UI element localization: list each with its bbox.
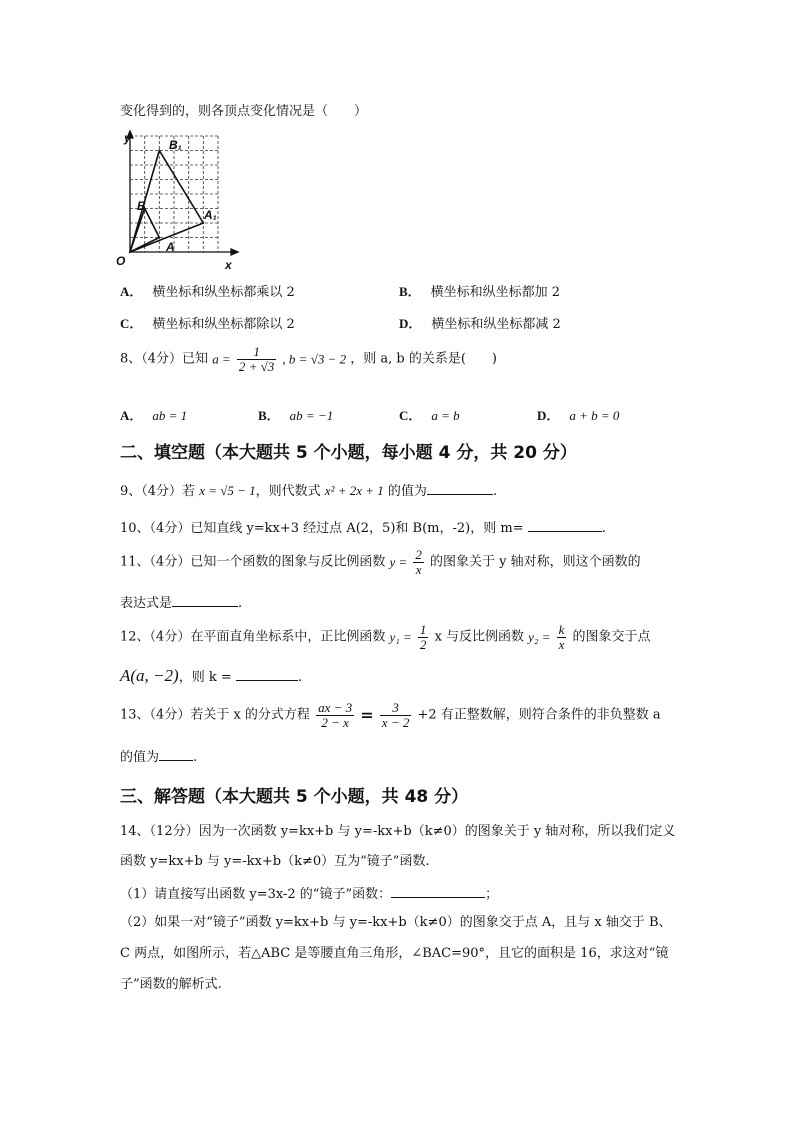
label-b1: B₁ [169,138,182,152]
q14-part2-line2: C 两点，如图所示，若△ABC 是等腰直角三角形，∠BAC=90°，且它的面积是 16，求这对“镜 [120,946,669,961]
q7-option-a: A． 横坐标和纵坐标都乘以 2 [120,284,295,300]
q10-answer-blank[interactable] [528,518,602,532]
q13-line1: 13、（4分）若关于 x 的分式方程 $\frac{ax - 3}{2 - x}$ = $\frac{3}{x - 2}$ +2 有正整数解，则符合条件的非负整数 a [120,700,661,730]
q13-line2: 的值为 . [120,747,197,767]
q13-fraction-1: $\frac{ax - 3}{2 - x}$ [318,700,353,730]
q14-line1: 14、（12分）因为一次函数 y=kx+b 与 y=-kx+b（k≠0）的图象关于 y 轴对称，所以我们定义 [120,824,676,839]
q14-part1-answer-blank[interactable] [391,884,485,898]
label-a: A [166,240,175,254]
q7-figure [112,130,242,272]
q12-line2: A(a, −2)，则 k = . [120,666,303,685]
q8-line: 8、（4分）已知 a = $\frac{1}{2 + √3}$ , b = √3 − 2 ，则 a, b 的关系是( ) [120,344,497,374]
q14-part2-line3: 子”函数的解析式. [120,977,222,992]
q8-option-d: D． a + b = 0 [537,408,620,423]
label-y: y [124,131,131,145]
q14-line2: 函数 y=kx+b 与 y=-kx+b（k≠0）互为“镜子”函数. [120,854,430,869]
q9-line: 9、（4分）若 x = √5 − 1，则代数式 x² + 2x + 1 的值为 . [120,483,498,499]
section-3-heading: 三、解答题（本大题共 5 个小题，共 48 分） [120,787,469,807]
q12-fraction-2: $\frac{k}{x}$ [558,622,565,652]
x-axis-arrow-icon [231,249,238,255]
q8-fraction: $\frac{1}{2 + √3}$ [238,344,275,374]
q14-part1: （1）请直接写出函数 y=3x-2 的“镜子”函数： ； [120,884,498,904]
axes [127,131,238,255]
q7-option-d: D． 横坐标和纵坐标都减 2 [399,316,561,332]
label-a1: A₁ [204,208,217,222]
label-b: B [137,199,146,213]
q7-option-c: C． 横坐标和纵坐标都除以 2 [120,316,295,332]
q14-part2-line1: （2）如果一对“镜子”函数 y=kx+b 与 y=-kx+b（k≠0）的图象交于点 A，且与 x 轴交于 B、 [120,915,672,930]
q8-option-b: B． ab = −1 [258,408,334,423]
q7-stem: 变化得到的，则各顶点变化情况是（ ） [120,104,368,119]
q12-answer-blank[interactable] [236,667,298,681]
label-o: O [116,254,126,268]
q8-option-a: A． ab = 1 [120,408,188,423]
section-2-heading: 二、填空题（本大题共 5 个小题，每小题 4 分，共 20 分） [120,443,577,463]
q13-fraction-2: $\frac{3}{x - 2}$ [381,700,410,730]
q13-answer-blank[interactable] [159,747,193,761]
q11-fraction: $\frac{2}{x}$ [415,547,422,577]
q12-fraction-1: $\frac{1}{2}$ [419,622,427,652]
q10-line: 10、（4分）已知直线 y=kx+3 经过点 A(2，5)和 B(m，-2)，则 m= . [120,518,606,538]
q8-option-c: C． a = b [399,408,460,423]
q11-line2: 表达式是 . [120,593,242,613]
label-x: x [225,258,232,272]
q11-answer-blank[interactable] [172,593,238,607]
q12-line1: 12、（4分）在平面直角坐标系中，正比例函数 y₁ = $\frac{1}{2}$ x 与反比例函数 y₂ = $\frac{k}{x}$ 的图象交于点 [120,622,651,652]
q11-line1: 11、（4分）已知一个函数的图象与反比例函数 y = $\frac{2}{x}$ 的图象关于 y 轴对称，则这个函数的 [120,547,641,577]
q9-answer-blank[interactable] [427,481,493,495]
q7-option-b: B． 横坐标和纵坐标都加 2 [399,284,561,300]
